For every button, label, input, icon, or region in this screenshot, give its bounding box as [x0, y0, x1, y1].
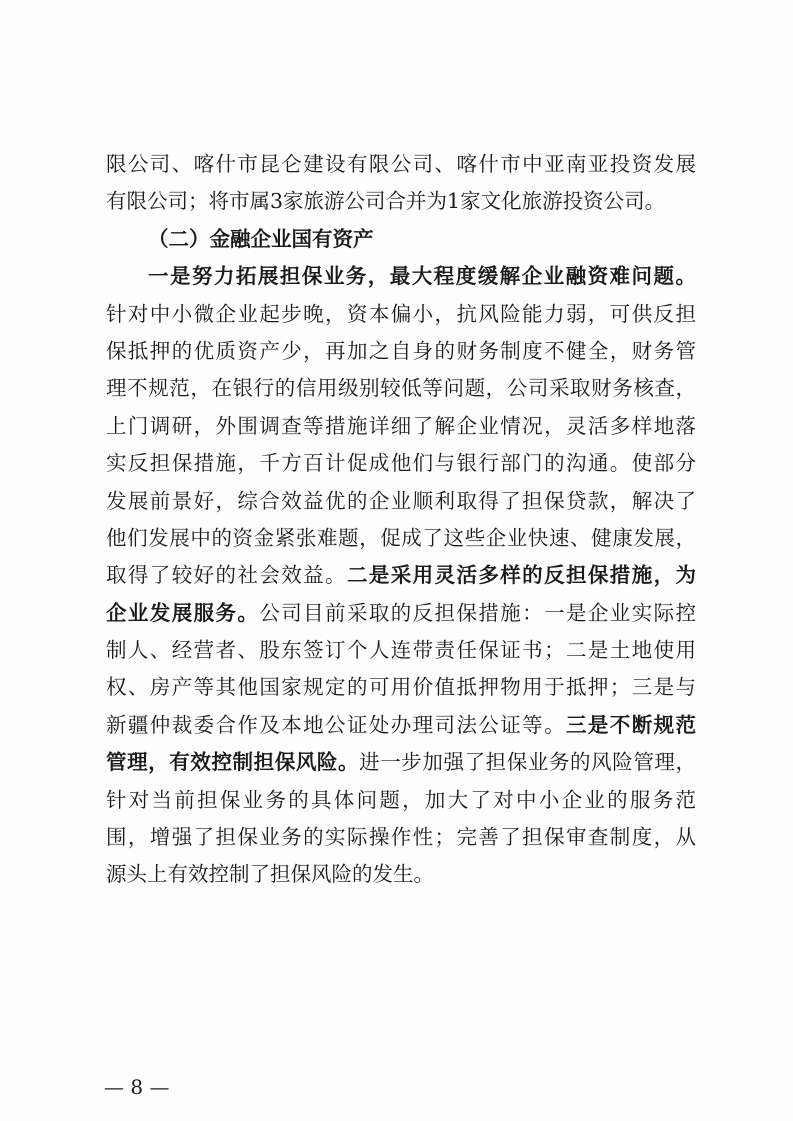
text-line — [106, 707, 696, 744]
text-segment: 限公司、喀什市昆仑建设有限公司、喀什市中亚南亚投资发展 — [106, 152, 696, 176]
text-line — [106, 258, 696, 295]
body-text — [106, 146, 696, 894]
text-segment: 实反担保措施，千方百计促成他们与银行部门的沟通。使部分 — [106, 451, 696, 476]
text-line — [106, 333, 696, 370]
text-line — [106, 483, 696, 520]
bold-text-segment: （二）金融企业国有资产 — [148, 226, 374, 251]
text-line — [106, 856, 696, 893]
text-segment: 针对当前担保业务的具体问题，加大了对中小企业的服务范 — [106, 787, 696, 812]
text-line — [106, 744, 696, 781]
text-segment: 围，增强了担保业务的实际操作性；完善了担保审查制度，从 — [106, 825, 696, 850]
bold-text-segment: 企业发展服务。 — [106, 600, 260, 625]
text-line — [106, 782, 696, 819]
text-line — [106, 370, 696, 407]
text-segment: 制人、经营者、股东签订个人连带责任保证书；二是土地使用 — [106, 638, 696, 663]
text-segment: 保抵押的优质资产少，再加之自身的财务制度不健全，财务管 — [106, 338, 696, 363]
text-line — [106, 557, 696, 594]
text-segment: 有限公司；将市属3家旅游公司合并为1家文化旅游投资公司。 — [106, 189, 666, 214]
bold-text-segment: 管理，有效控制担保风险。 — [106, 750, 360, 775]
text-line — [106, 520, 696, 557]
text-segment: 发展前景好，综合效益优的企业顺利取得了担保贷款，解决了 — [106, 488, 696, 513]
text-line — [106, 669, 696, 706]
text-segment: 他们发展中的资金紧张难题，促成了这些企业快速、健康发展， — [106, 525, 696, 550]
text-segment: 源头上有效控制了担保风险的发生。 — [106, 862, 434, 887]
text-line — [106, 819, 696, 856]
text-segment: 公司目前采取的反担保措施：一是企业实际控 — [259, 600, 697, 625]
text-line — [106, 632, 696, 669]
text-segment: 进一步加强了担保业务的风险管理， — [359, 750, 697, 775]
bold-text-segment: 二是采用灵活多样的反担保措施，为 — [346, 563, 697, 588]
bold-text-segment: 三是不断规范 — [565, 712, 697, 737]
text-line — [106, 221, 696, 258]
text-line — [106, 595, 696, 632]
text-line — [106, 146, 696, 183]
text-segment: 理不规范，在银行的信用级别较低等问题，公司采取财务核查， — [106, 376, 696, 401]
text-segment: 新疆仲裁委合作及本地公证处办理司法公证等。 — [106, 712, 566, 737]
text-segment: 权、房产等其他国家规定的可用价值抵押物用于抵押；三是与 — [106, 675, 696, 700]
text-line — [106, 183, 696, 220]
text-segment: 上门调研，外围调查等措施详细了解企业情况，灵活多样地落 — [106, 413, 696, 438]
page-number: — 8 — — [104, 1075, 170, 1099]
bold-text-segment: 一是努力拓展担保业务，最大程度缓解企业融资难问题。 — [148, 264, 696, 289]
text-line — [106, 296, 696, 333]
text-segment: 针对中小微企业起步晚，资本偏小，抗风险能力弱，可供反担 — [106, 301, 696, 326]
text-line — [106, 445, 696, 482]
text-line — [106, 408, 696, 445]
text-segment: 取得了较好的社会效益。 — [106, 563, 347, 588]
